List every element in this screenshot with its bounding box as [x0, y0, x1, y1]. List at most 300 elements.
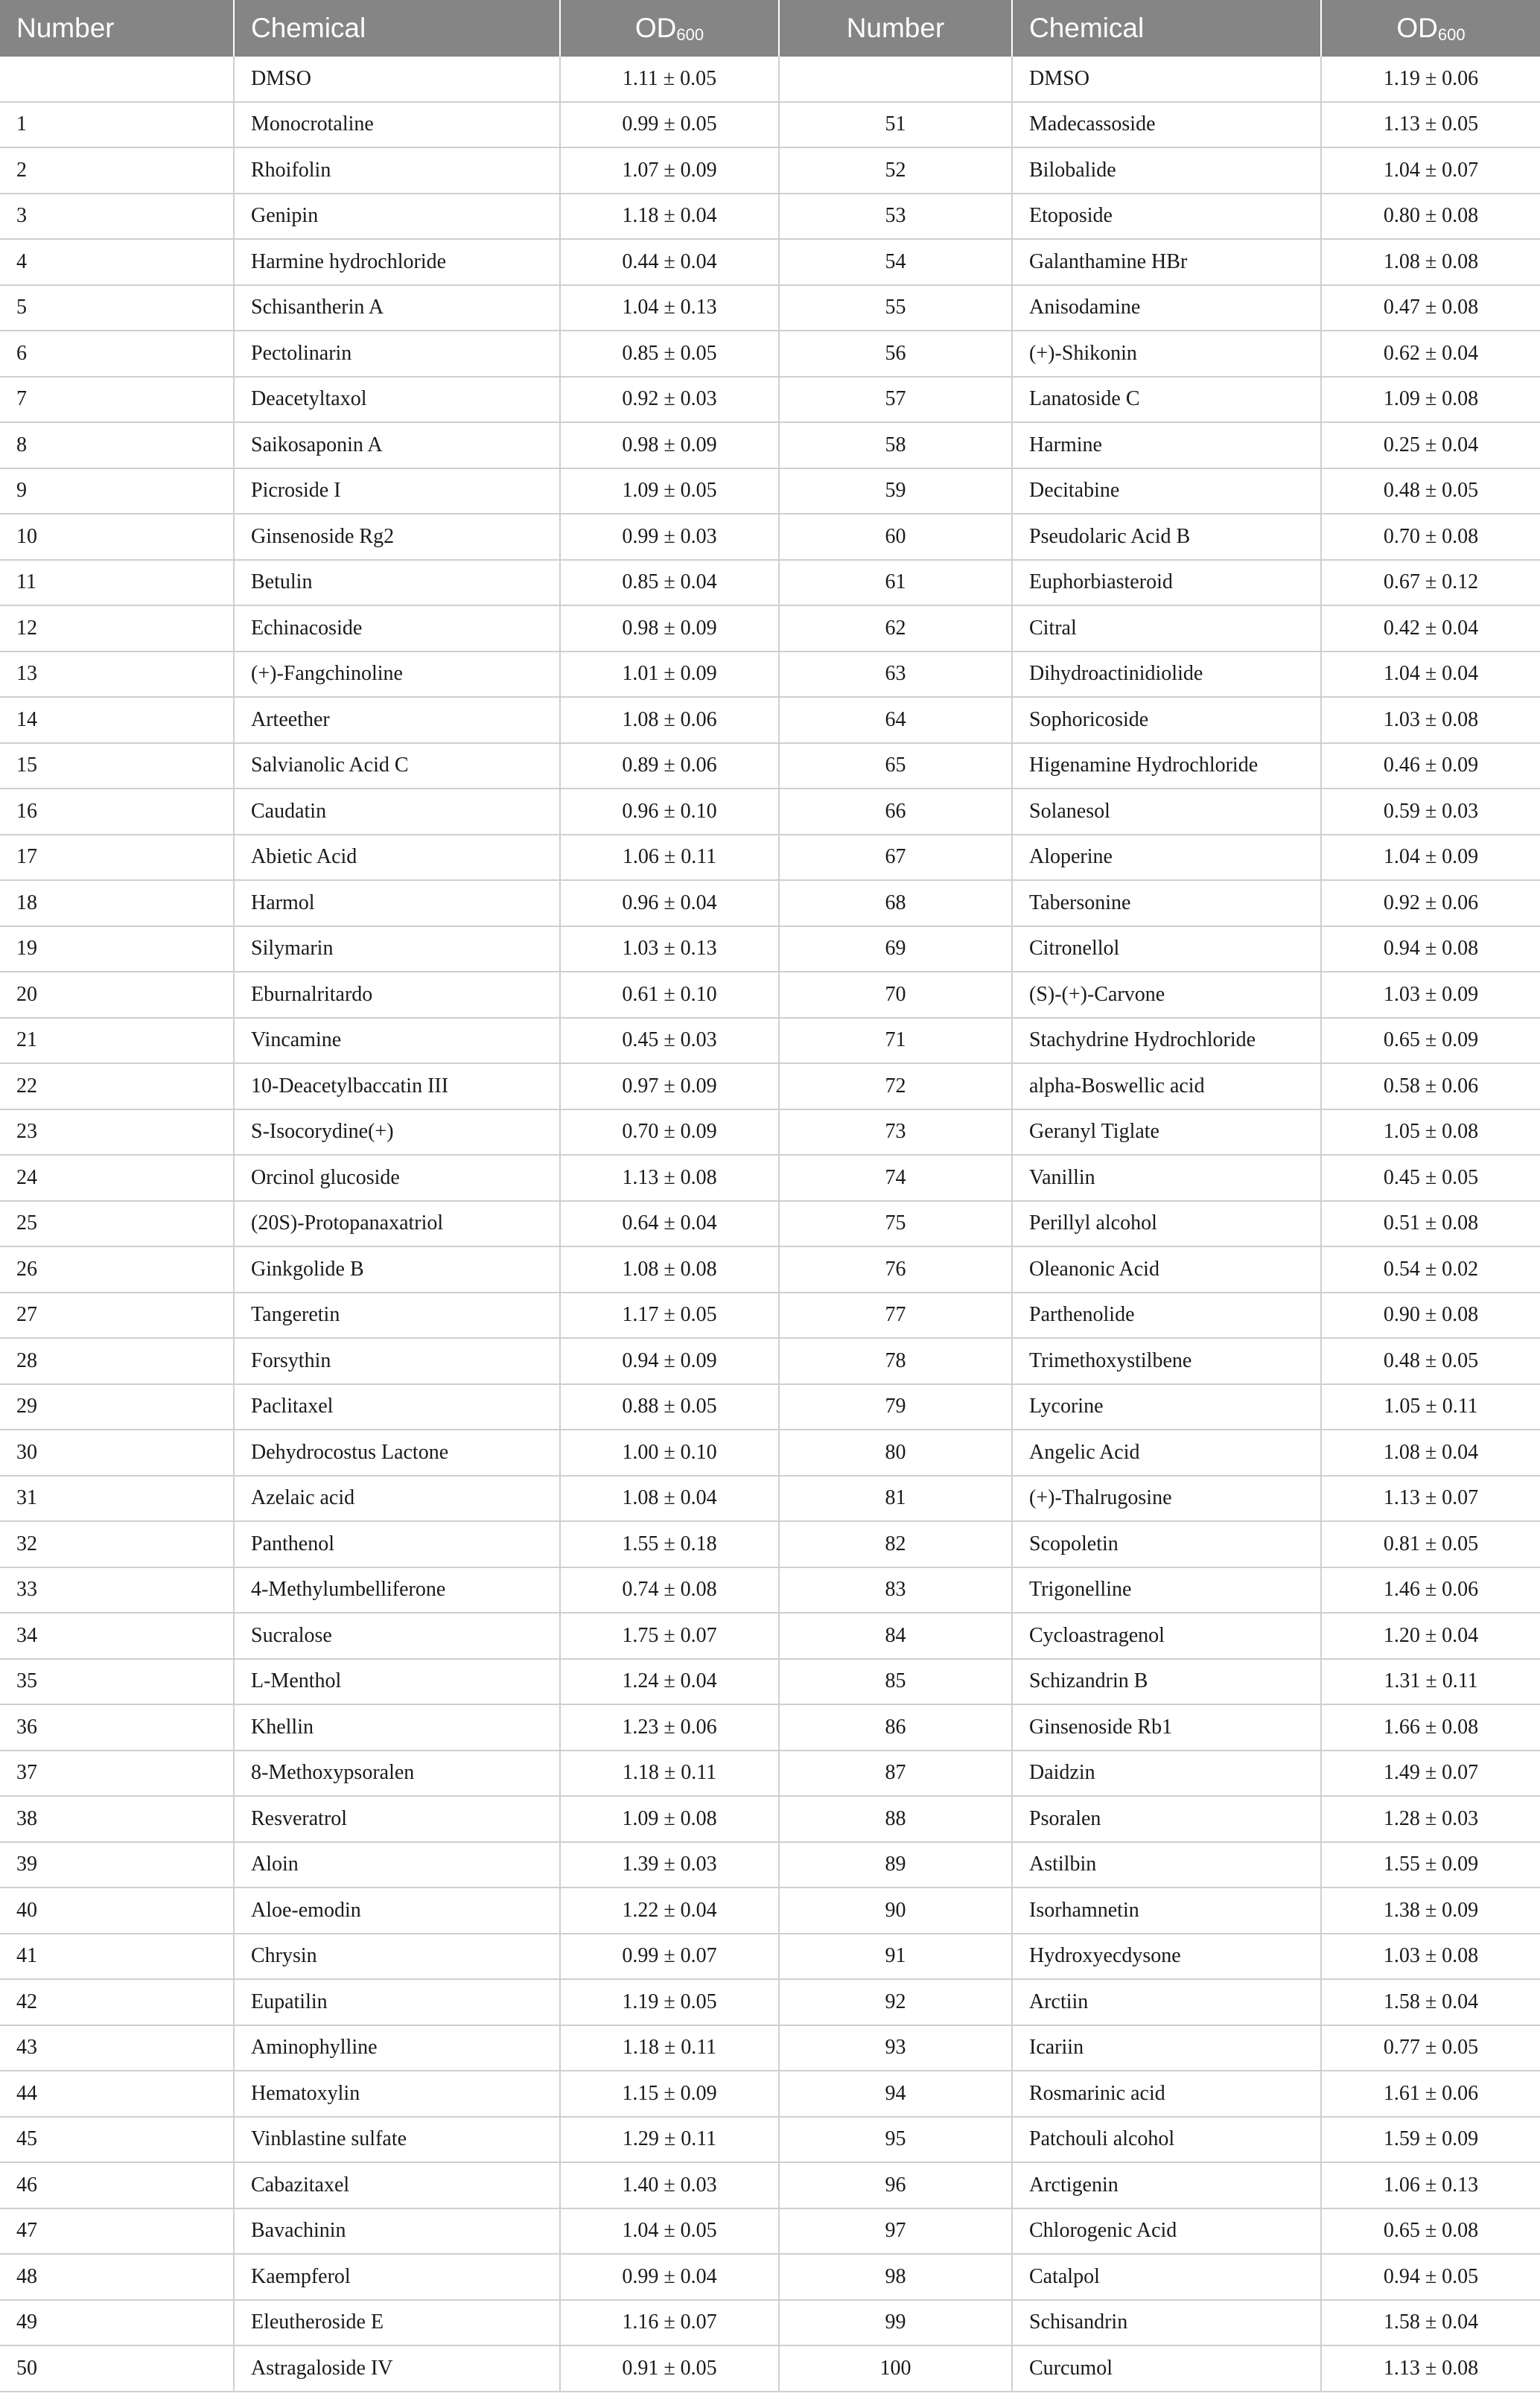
number-cell: 44 [0, 2071, 234, 2117]
chemical-cell: Bavachinin [234, 2208, 560, 2255]
chemical-cell: Harmine [1012, 422, 1321, 468]
chemical-cell: (20S)-Protopanaxatriol [234, 1201, 560, 1247]
table-row [0, 147, 1540, 194]
number-cell: 58 [779, 422, 1012, 468]
od-value-cell: 0.70 ± 0.08 [1321, 514, 1540, 560]
chemical-cell: (S)-(+)-Carvone [1012, 972, 1321, 1018]
od-value-cell: 0.59 ± 0.03 [1321, 789, 1540, 835]
od-value-cell: 1.04 ± 0.09 [1321, 835, 1540, 881]
chemical-cell: Dihydroactinidiolide [1012, 652, 1321, 698]
chemical-cell: Vanillin [1012, 1155, 1321, 1201]
od-value-cell: 1.20 ± 0.04 [1321, 1613, 1540, 1659]
number-cell: 96 [779, 2162, 1012, 2208]
table-row [0, 2162, 1540, 2208]
number-cell: 60 [779, 514, 1012, 560]
chemical-cell: Psoralen [1012, 1796, 1321, 1842]
od-value-cell: 0.51 ± 0.08 [1321, 1201, 1540, 1247]
od-value-cell: 1.24 ± 0.04 [560, 1659, 779, 1705]
od-value-cell: 0.92 ± 0.06 [1321, 880, 1540, 926]
table-row [0, 2071, 1540, 2117]
chemical-cell: Aminophylline [234, 2025, 560, 2071]
od-value-cell: 1.18 ± 0.04 [560, 194, 779, 240]
table-row [0, 1476, 1540, 1522]
number-cell: 2 [0, 147, 234, 194]
number-cell: 39 [0, 1842, 234, 1888]
number-cell: 6 [0, 331, 234, 377]
table-row [0, 1063, 1540, 1109]
od-value-cell: 1.08 ± 0.08 [560, 1246, 779, 1293]
number-cell: 22 [0, 1063, 234, 1109]
chemical-cell: Deacetyltaxol [234, 377, 560, 423]
chemical-cell: Lycorine [1012, 1384, 1321, 1430]
number-cell: 16 [0, 789, 234, 835]
number-cell: 85 [779, 1659, 1012, 1705]
number-cell: 32 [0, 1521, 234, 1567]
number-cell: 61 [779, 560, 1012, 606]
table-row [0, 1155, 1540, 1201]
od-value-cell: 0.99 ± 0.05 [560, 102, 779, 148]
od-value-cell: 0.91 ± 0.05 [560, 2345, 779, 2392]
chemical-cell: Arctiin [1012, 1979, 1321, 2025]
number-cell: 68 [779, 880, 1012, 926]
table-row [0, 1567, 1540, 1614]
od-value-cell: 0.58 ± 0.06 [1321, 1063, 1540, 1109]
chemical-cell: (+)-Fangchinoline [234, 652, 560, 698]
number-cell: 77 [779, 1293, 1012, 1339]
table-row [0, 1888, 1540, 1934]
chemical-cell: Vincamine [234, 1018, 560, 1064]
number-cell: 86 [779, 1704, 1012, 1751]
od-value-cell: 1.16 ± 0.07 [560, 2300, 779, 2346]
chemical-cell: L-Menthol [234, 1659, 560, 1705]
od-value-cell: 1.17 ± 0.05 [560, 1293, 779, 1339]
number-cell: 73 [779, 1109, 1012, 1156]
chemical-cell: Hydroxyecdysone [1012, 1934, 1321, 1980]
number-cell: 40 [0, 1888, 234, 1934]
number-cell: 59 [779, 468, 1012, 515]
od-value-cell: 0.70 ± 0.09 [560, 1109, 779, 1156]
number-cell: 24 [0, 1155, 234, 1201]
table-row [0, 1704, 1540, 1751]
od-value-cell: 1.23 ± 0.06 [560, 1704, 779, 1751]
od-value-cell: 0.99 ± 0.04 [560, 2254, 779, 2300]
chemical-cell: Aloin [234, 1842, 560, 1888]
chemical-cell: Bilobalide [1012, 147, 1321, 194]
chemical-cell: Ginkgolide B [234, 1246, 560, 1293]
od-value-cell: 1.49 ± 0.07 [1321, 1751, 1540, 1797]
od-value-cell: 0.96 ± 0.04 [560, 880, 779, 926]
od-value-cell: 0.81 ± 0.05 [1321, 1521, 1540, 1567]
chemical-cell: Stachydrine Hydrochloride [1012, 1018, 1321, 1064]
od-value-cell: 0.42 ± 0.04 [1321, 605, 1540, 652]
table-row [0, 331, 1540, 377]
od-value-cell: 0.47 ± 0.08 [1321, 285, 1540, 331]
od-value-cell: 1.46 ± 0.06 [1321, 1567, 1540, 1614]
chemical-cell: Azelaic acid [234, 1476, 560, 1522]
number-cell: 37 [0, 1751, 234, 1797]
number-cell: 9 [0, 468, 234, 515]
chemical-cell: Tangeretin [234, 1293, 560, 1339]
od-subscript: 600 [1437, 25, 1466, 44]
chemical-cell: Echinacoside [234, 605, 560, 652]
chemical-cell: Genipin [234, 194, 560, 240]
number-cell: 65 [779, 743, 1012, 789]
number-cell: 67 [779, 835, 1012, 881]
chemical-cell: S-Isocorydine(+) [234, 1109, 560, 1156]
chemical-cell: Forsythin [234, 1338, 560, 1384]
table-row [0, 194, 1540, 240]
od-value-cell: 0.25 ± 0.04 [1321, 422, 1540, 468]
od-value-cell: 0.89 ± 0.06 [560, 743, 779, 789]
od-value-cell: 0.45 ± 0.05 [1321, 1155, 1540, 1201]
chemical-cell: 4-Methylumbelliferone [234, 1567, 560, 1614]
od-value-cell: 1.07 ± 0.09 [560, 147, 779, 194]
od-value-cell: 1.58 ± 0.04 [1321, 2300, 1540, 2346]
number-cell: 36 [0, 1704, 234, 1751]
number-cell: 34 [0, 1613, 234, 1659]
number-cell: 95 [779, 2117, 1012, 2163]
header-chemical-right: Chemical [1012, 0, 1321, 57]
od-value-cell: 0.92 ± 0.03 [560, 377, 779, 423]
chemical-cell: Pseudolaric Acid B [1012, 514, 1321, 560]
od-value-cell: 0.54 ± 0.02 [1321, 1246, 1540, 1293]
number-cell: 71 [779, 1018, 1012, 1064]
table-row [0, 1430, 1540, 1476]
chemical-cell: Schisantherin A [234, 285, 560, 331]
table-row [0, 1842, 1540, 1888]
chemical-cell: Cycloastragenol [1012, 1613, 1321, 1659]
number-cell: 47 [0, 2208, 234, 2255]
chemical-cell: Citronellol [1012, 926, 1321, 972]
chemical-cell: alpha-Boswellic acid [1012, 1063, 1321, 1109]
table-row [0, 1659, 1540, 1705]
od-value-cell: 0.94 ± 0.08 [1321, 926, 1540, 972]
od-value-cell: 0.48 ± 0.05 [1321, 1338, 1540, 1384]
chemical-cell: Pectolinarin [234, 331, 560, 377]
chemical-cell: Ginsenoside Rg2 [234, 514, 560, 560]
table-row [0, 1979, 1540, 2025]
chemical-cell: Citral [1012, 605, 1321, 652]
od-value-cell: 0.98 ± 0.09 [560, 422, 779, 468]
chemical-cell: Isorhamnetin [1012, 1888, 1321, 1934]
od-value-cell: 0.80 ± 0.08 [1321, 194, 1540, 240]
table-row [0, 789, 1540, 835]
chemical-cell: Resveratrol [234, 1796, 560, 1842]
table-row [0, 2208, 1540, 2255]
number-cell: 21 [0, 1018, 234, 1064]
chemical-cell: Arctigenin [1012, 2162, 1321, 2208]
chemical-cell: Rosmarinic acid [1012, 2071, 1321, 2117]
number-cell: 45 [0, 2117, 234, 2163]
chemical-cell: Cabazitaxel [234, 2162, 560, 2208]
table-row [0, 743, 1540, 789]
od-value-cell: 0.88 ± 0.05 [560, 1384, 779, 1430]
table-row [0, 1934, 1540, 1980]
chemical-cell: Scopoletin [1012, 1521, 1321, 1567]
chemical-cell: Eburnalritardo [234, 972, 560, 1018]
chemical-cell: Silymarin [234, 926, 560, 972]
chemical-cell: DMSO [1012, 57, 1321, 102]
chemical-cell: Astragaloside IV [234, 2345, 560, 2392]
chemical-cell: Trigonelline [1012, 1567, 1321, 1614]
od-value-cell: 1.19 ± 0.05 [560, 1979, 779, 2025]
table-row [0, 1384, 1540, 1430]
number-cell: 82 [779, 1521, 1012, 1567]
od-value-cell: 1.05 ± 0.11 [1321, 1384, 1540, 1430]
od-value-cell: 0.98 ± 0.09 [560, 605, 779, 652]
number-cell: 97 [779, 2208, 1012, 2255]
number-cell: 92 [779, 1979, 1012, 2025]
chemical-cell: Harmine hydrochloride [234, 239, 560, 285]
chemical-cell: 8-Methoxypsoralen [234, 1751, 560, 1797]
chemical-cell: Anisodamine [1012, 285, 1321, 331]
header-row [0, 0, 1540, 57]
number-cell: 19 [0, 926, 234, 972]
chemical-cell: Hematoxylin [234, 2071, 560, 2117]
number-cell: 10 [0, 514, 234, 560]
number-cell: 75 [779, 1201, 1012, 1247]
od-value-cell: 1.11 ± 0.05 [560, 57, 779, 102]
number-cell: 69 [779, 926, 1012, 972]
number-cell: 23 [0, 1109, 234, 1156]
chemical-cell: Icariin [1012, 2025, 1321, 2071]
od-value-cell: 0.97 ± 0.09 [560, 1063, 779, 1109]
table-row [0, 1246, 1540, 1293]
od-value-cell: 1.01 ± 0.09 [560, 652, 779, 698]
table-row [0, 926, 1540, 972]
table-row [0, 239, 1540, 285]
table-row [0, 2300, 1540, 2346]
number-cell: 35 [0, 1659, 234, 1705]
od-value-cell: 1.15 ± 0.09 [560, 2071, 779, 2117]
chemical-cell: Khellin [234, 1704, 560, 1751]
table-body [0, 57, 1540, 2392]
table-row [0, 652, 1540, 698]
chemical-cell: Parthenolide [1012, 1293, 1321, 1339]
number-cell: 91 [779, 1934, 1012, 1980]
chemical-cell: 10-Deacetylbaccatin III [234, 1063, 560, 1109]
od-value-cell: 1.28 ± 0.03 [1321, 1796, 1540, 1842]
od-value-cell: 0.90 ± 0.08 [1321, 1293, 1540, 1339]
chemical-cell: Oleanonic Acid [1012, 1246, 1321, 1293]
number-cell: 3 [0, 194, 234, 240]
table-row [0, 1613, 1540, 1659]
number-cell: 79 [779, 1384, 1012, 1430]
chemical-cell: Orcinol glucoside [234, 1155, 560, 1201]
chemical-cell: Eleutheroside E [234, 2300, 560, 2346]
number-cell: 48 [0, 2254, 234, 2300]
number-cell: 57 [779, 377, 1012, 423]
od-value-cell: 1.03 ± 0.13 [560, 926, 779, 972]
od-value-cell: 1.08 ± 0.04 [560, 1476, 779, 1522]
number-cell: 43 [0, 2025, 234, 2071]
od-value-cell: 1.13 ± 0.08 [560, 1155, 779, 1201]
table-row [0, 514, 1540, 560]
header-od-right [1321, 0, 1540, 57]
number-cell [779, 57, 1012, 102]
number-cell: 56 [779, 331, 1012, 377]
chemical-cell: DMSO [234, 57, 560, 102]
number-cell: 100 [779, 2345, 1012, 2392]
number-cell: 49 [0, 2300, 234, 2346]
number-cell: 18 [0, 880, 234, 926]
od-value-cell: 1.04 ± 0.05 [560, 2208, 779, 2255]
number-cell: 33 [0, 1567, 234, 1614]
table-row [0, 697, 1540, 743]
chemical-cell: Trimethoxystilbene [1012, 1338, 1321, 1384]
od-value-cell: 1.22 ± 0.04 [560, 1888, 779, 1934]
table-row [0, 2345, 1540, 2392]
od-value-cell: 1.13 ± 0.05 [1321, 102, 1540, 148]
table-row [0, 1796, 1540, 1842]
chemical-cell: Chrysin [234, 1934, 560, 1980]
od-value-cell: 1.39 ± 0.03 [560, 1842, 779, 1888]
number-cell: 17 [0, 835, 234, 881]
number-cell: 84 [779, 1613, 1012, 1659]
chemical-cell: Saikosaponin A [234, 422, 560, 468]
chemical-cell: Caudatin [234, 789, 560, 835]
chemical-cell: Sophoricoside [1012, 697, 1321, 743]
chemical-cell: Schisandrin [1012, 2300, 1321, 2346]
header-chemical-left: Chemical [234, 0, 560, 57]
number-cell: 90 [779, 1888, 1012, 1934]
od-value-cell: 1.19 ± 0.06 [1321, 57, 1540, 102]
od-value-cell: 1.03 ± 0.08 [1321, 697, 1540, 743]
table-row [0, 422, 1540, 468]
number-cell: 66 [779, 789, 1012, 835]
chemical-cell: Aloe-emodin [234, 1888, 560, 1934]
od-value-cell: 0.74 ± 0.08 [560, 1567, 779, 1614]
od-value-cell: 0.46 ± 0.09 [1321, 743, 1540, 789]
table-row [0, 285, 1540, 331]
chemical-cell: Tabersonine [1012, 880, 1321, 926]
od-value-cell: 1.66 ± 0.08 [1321, 1704, 1540, 1751]
chemical-cell: Perillyl alcohol [1012, 1201, 1321, 1247]
od-value-cell: 0.44 ± 0.04 [560, 239, 779, 285]
od-value-cell: 0.64 ± 0.04 [560, 1201, 779, 1247]
chemical-cell: Paclitaxel [234, 1384, 560, 1430]
number-cell: 46 [0, 2162, 234, 2208]
od-value-cell: 1.13 ± 0.08 [1321, 2345, 1540, 2392]
od-value-cell: 1.04 ± 0.13 [560, 285, 779, 331]
chemical-cell: Betulin [234, 560, 560, 606]
number-cell: 31 [0, 1476, 234, 1522]
number-cell: 13 [0, 652, 234, 698]
od-value-cell: 1.55 ± 0.18 [560, 1521, 779, 1567]
header-number-right: Number [779, 0, 1012, 57]
od-value-cell: 0.62 ± 0.04 [1321, 331, 1540, 377]
number-cell: 30 [0, 1430, 234, 1476]
od-value-cell: 0.85 ± 0.04 [560, 560, 779, 606]
number-cell: 51 [779, 102, 1012, 148]
chemical-cell: Sucralose [234, 1613, 560, 1659]
od-value-cell: 0.61 ± 0.10 [560, 972, 779, 1018]
table-row [0, 972, 1540, 1018]
od-value-cell: 0.94 ± 0.09 [560, 1338, 779, 1384]
number-cell: 14 [0, 697, 234, 743]
od-value-cell: 1.09 ± 0.08 [1321, 377, 1540, 423]
number-cell: 50 [0, 2345, 234, 2392]
od-value-cell: 0.65 ± 0.08 [1321, 2208, 1540, 2255]
chemical-cell: Monocrotaline [234, 102, 560, 148]
number-cell: 41 [0, 1934, 234, 1980]
number-cell: 11 [0, 560, 234, 606]
chemical-cell: Vinblastine sulfate [234, 2117, 560, 2163]
chemical-cell: Daidzin [1012, 1751, 1321, 1797]
od-value-cell: 1.08 ± 0.08 [1321, 239, 1540, 285]
chemical-cell: Etoposide [1012, 194, 1321, 240]
od-value-cell: 1.03 ± 0.09 [1321, 972, 1540, 1018]
number-cell: 62 [779, 605, 1012, 652]
table-row [0, 2025, 1540, 2071]
od-value-cell: 1.06 ± 0.13 [1321, 2162, 1540, 2208]
od-value-cell: 1.09 ± 0.08 [560, 1796, 779, 1842]
number-cell: 1 [0, 102, 234, 148]
number-cell: 98 [779, 2254, 1012, 2300]
od-value-cell: 1.05 ± 0.08 [1321, 1109, 1540, 1156]
chemical-cell: Eupatilin [234, 1979, 560, 2025]
number-cell: 20 [0, 972, 234, 1018]
od-value-cell: 1.18 ± 0.11 [560, 1751, 779, 1797]
od-value-cell: 1.29 ± 0.11 [560, 2117, 779, 2163]
number-cell: 74 [779, 1155, 1012, 1201]
number-cell: 27 [0, 1293, 234, 1339]
od-value-cell: 1.13 ± 0.07 [1321, 1476, 1540, 1522]
chemical-cell: Geranyl Tiglate [1012, 1109, 1321, 1156]
od-value-cell: 1.04 ± 0.04 [1321, 652, 1540, 698]
table-row [0, 880, 1540, 926]
table-row [0, 2254, 1540, 2300]
od-value-cell: 1.61 ± 0.06 [1321, 2071, 1540, 2117]
chemical-cell: Curcumol [1012, 2345, 1321, 2392]
header-od-left [560, 0, 779, 57]
table-row [0, 468, 1540, 515]
od-value-cell: 1.38 ± 0.09 [1321, 1888, 1540, 1934]
chemical-cell: Decitabine [1012, 468, 1321, 515]
number-cell: 28 [0, 1338, 234, 1384]
od-value-cell: 0.94 ± 0.05 [1321, 2254, 1540, 2300]
number-cell: 7 [0, 377, 234, 423]
number-cell: 80 [779, 1430, 1012, 1476]
number-cell: 42 [0, 1979, 234, 2025]
od-value-cell: 0.77 ± 0.05 [1321, 2025, 1540, 2071]
chemical-cell: Ginsenoside Rb1 [1012, 1704, 1321, 1751]
table-row [0, 2117, 1540, 2163]
number-cell: 94 [779, 2071, 1012, 2117]
chemical-cell: Madecassoside [1012, 102, 1321, 148]
number-cell: 12 [0, 605, 234, 652]
od-value-cell: 0.48 ± 0.05 [1321, 468, 1540, 515]
od-value-cell: 0.85 ± 0.05 [560, 331, 779, 377]
od-value-cell: 1.55 ± 0.09 [1321, 1842, 1540, 1888]
od-value-cell: 1.04 ± 0.07 [1321, 147, 1540, 194]
table-row [0, 377, 1540, 423]
chemical-cell: Kaempferol [234, 2254, 560, 2300]
number-cell: 5 [0, 285, 234, 331]
number-cell: 25 [0, 1201, 234, 1247]
od-subscript: 600 [676, 25, 704, 44]
chemical-cell: Salvianolic Acid C [234, 743, 560, 789]
number-cell: 53 [779, 194, 1012, 240]
chemical-cell: Astilbin [1012, 1842, 1321, 1888]
number-cell: 15 [0, 743, 234, 789]
table-row [0, 1201, 1540, 1247]
od-value-cell: 1.75 ± 0.07 [560, 1613, 779, 1659]
chemical-cell: Patchouli alcohol [1012, 2117, 1321, 2163]
od-label: OD [634, 12, 677, 43]
chemical-cell: Galanthamine HBr [1012, 239, 1321, 285]
header-number-left: Number [0, 0, 234, 57]
